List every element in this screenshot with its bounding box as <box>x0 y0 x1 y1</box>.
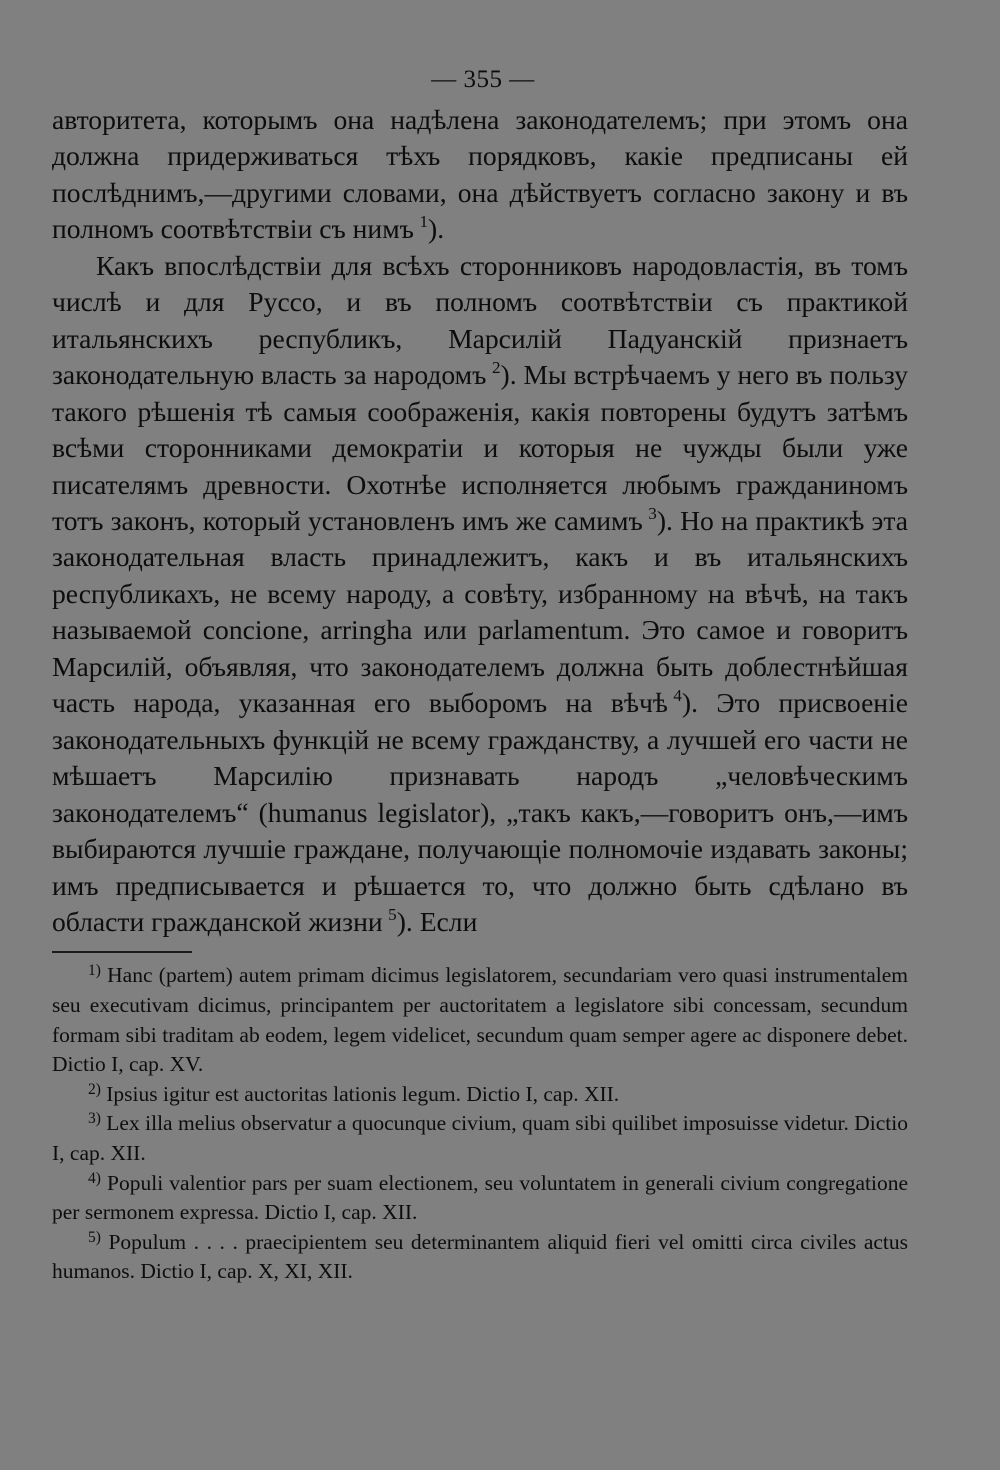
paragraph-1-text: авторитета, которымъ она надѣлена законодателемъ; при этомъ она должна придерживаться тѣхъ порядковъ, какіе предписаны ей послѣднимъ,—другими словами, она дѣйствуетъ согласно закону и въ полномъ соотвѣтствіи съ нимъ <box>52 104 908 245</box>
footnote-1 <box>52 961 908 1079</box>
footnote-ref-1: 1 <box>419 212 429 232</box>
footnote-ref-3: 3 <box>648 503 657 523</box>
footnotes <box>52 961 908 1287</box>
footnote-divider <box>52 951 192 953</box>
footnote-5 <box>52 1228 908 1287</box>
body-text <box>52 102 908 940</box>
footnote-2 <box>52 1080 908 1110</box>
footnote-text-2: Ipsius igitur est auctoritas lationis legum. Dictio I, cap. XII. <box>106 1081 620 1106</box>
paragraph-2-segment-1: Какъ впослѣдствіи для всѣхъ сторонниковъ народовластія, въ томъ числѣ и для Руссо, и въ полномъ соотвѣтствіи съ практикой итальянскихъ республикъ, Марсилій Падуанскій признаетъ законодательную власть за народомъ <box>52 249 908 391</box>
paragraph-1: авторитета, которымъ она надѣлена законодателемъ; при этомъ она должна придерживаться тѣхъ порядковъ, какіе предписаны ей послѣднимъ,—другими словами, она дѣйствуетъ согласно закону и въ полномъ соотвѣтствіи съ нимъ $^1$). <box>52 104 908 245</box>
paragraph-2: Какъ впослѣдствіи для всѣхъ сторонниковъ народовластія, въ томъ числѣ и для Руссо, и въ полномъ соотвѣтствіи съ практикой итальянскихъ республикъ, Марсилій Падуанскій признаетъ законодательную власть за народомъ $^2$). Мы встрѣчаемъ у него въ пользу такого рѣшенія тѣ самыя соображенія, какія повторены будутъ затѣмъ всѣми сторонниками демократіи и которыя не чужды были уже писателямъ древности. Охотнѣе исполняется любымъ гражданиномъ тотъ законъ, который установленъ имъ же самимъ $^3$). Но на практикѣ эта законодательная власть принадлежитъ, какъ и въ итальянскихъ республикахъ, не всему народу, а совѣту, избранному на вѣчѣ, на такъ называемой concione, arringha или parlamentum. Это самое и говоритъ Марсилій, объявляя, что законодателемъ должна быть доблестнѣйшая часть народа, указанная его выборомъ на вѣчѣ $^4$). Это присвоеніе законодательныхъ функцій не всему гражданству, а лучшей его части не мѣшаетъ Марсилію признавать народъ „человѣческимъ законодателемъ“ (humanus legislator), „такъ какъ,—говоритъ онъ,—имъ выбираются лучшіе граждане, получающіе полномочіе издавать законы; имъ предписывается и рѣшается то, что должно быть сдѣлано въ области гражданской жизни $^5$). Если <box>52 249 908 937</box>
paragraph-2-segment-4: Это присвоеніе законодательныхъ функцій не всему гражданству, а лучшей его части не мѣшаетъ Марсилію признавать народъ „человѣческимъ законодателемъ“ (humanus legislator), „такъ какъ,—говоритъ онъ,—имъ выбираются лучшіе граждане, получающіе полномочіе издавать законы; имъ предписывается и рѣшается то, что должно быть сдѣлано въ области гражданской жизни <box>52 687 908 937</box>
footnote-ref-4: 4 <box>673 686 682 706</box>
book-page <box>52 58 908 1287</box>
footnote-mark-2: 2) <box>88 1080 101 1098</box>
paragraph-2-segment-2: Мы встрѣчаемъ у него въ пользу такого рѣшенія тѣ самыя соображенія, какія повторены будутъ затѣмъ всѣми сторонниками демократіи и которыя не чужды были уже писателямъ древности. Охотнѣе исполняется любымъ гражданиномъ тотъ законъ, который установленъ имъ же самимъ <box>52 359 908 536</box>
footnote-text-5: Populum . . . . praecipientem seu determinantem aliquid fieri vel omitti circa civiles actus humanos. Dictio I, cap. X, XI, XII. <box>52 1229 908 1284</box>
footnote-text-1: Hanc (partem) autem primam dicimus legislatorem, secundariam vero quasi instrumentalem seu executivam dicimus, principantem per auctoritatem a legislatore sibi concessam, secundum formam sibi traditam ab eodem, legem videlicet, secundum quam semper agere ac disponere debet. Dictio I, cap. XV. <box>52 963 908 1077</box>
page-number: — 355 — <box>431 66 535 93</box>
footnote-text-4: Populi valentior pars per suam electionem, seu voluntatem in generali civium congregatione per sermonem expressa. Dictio I, cap. XII. <box>52 1170 908 1225</box>
footnote-ref-5: 5 <box>388 904 397 924</box>
footnote-mark-3: 3) <box>88 1110 101 1128</box>
footnote-4 <box>52 1169 908 1228</box>
footnote-mark-4: 4) <box>88 1169 101 1187</box>
footnote-mark-5: 5) <box>88 1228 101 1246</box>
footnote-text-3: Lex illa melius observatur a quocunque civium, quam sibi quilibet imposuisse videtur. Dictio I, cap. XII. <box>52 1111 908 1165</box>
footnote-3 <box>52 1109 908 1168</box>
footnote-mark-1: 1) <box>88 962 101 980</box>
footnote-ref-2: 2 <box>491 358 501 378</box>
paragraph-2-segment-3: Но на практикѣ эта законодательная власть принадлежитъ, какъ и въ итальянскихъ республикахъ, не всему народу, а совѣту, избранному на вѣчѣ, на такъ называемой concione, arringha или parlamentum. Это самое и говоритъ Марсилій, объявляя, что законодателемъ должна быть доблестнѣйшая часть народа, указанная его выборомъ на вѣчѣ <box>52 504 908 719</box>
